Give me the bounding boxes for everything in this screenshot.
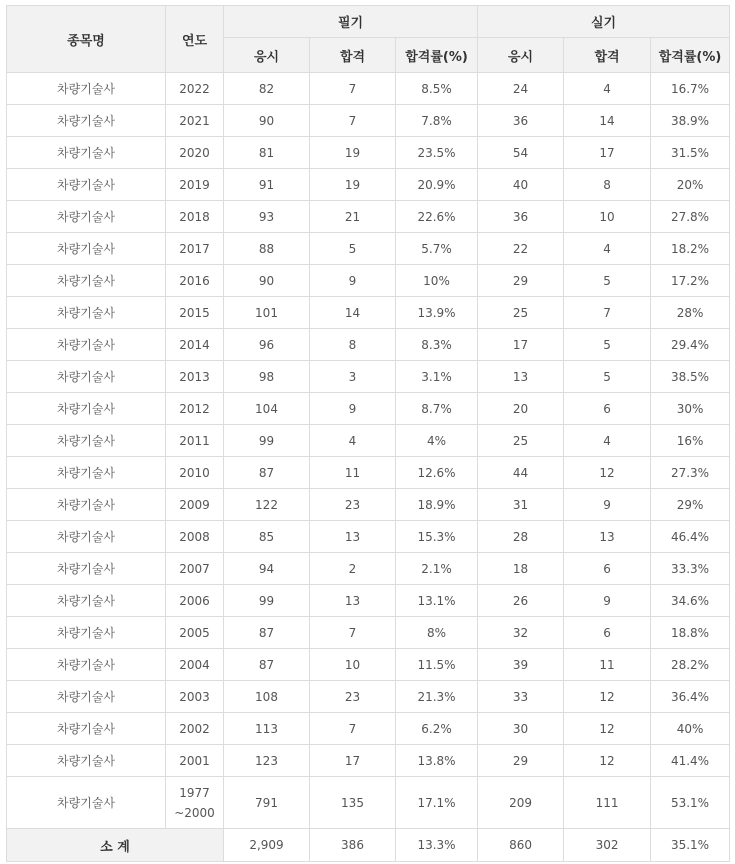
cell-practical-passed: 12 (564, 745, 651, 777)
cell-year: 2011 (166, 425, 224, 457)
cell-written-passed: 3 (310, 361, 396, 393)
cell-practical-applicants: 25 (478, 297, 564, 329)
cell-year: 2003 (166, 681, 224, 713)
cell-practical-rate: 20% (651, 169, 730, 201)
cell-written-applicants: 99 (224, 585, 310, 617)
cell-practical-applicants: 17 (478, 329, 564, 361)
cell-practical-passed: 9 (564, 489, 651, 521)
cell-year: 2014 (166, 329, 224, 361)
total-written-rate: 13.3% (396, 829, 478, 862)
header-practical: 실기 (478, 6, 730, 38)
cell-practical-rate: 18.2% (651, 233, 730, 265)
cell-name: 차량기술사 (7, 361, 166, 393)
cell-practical-applicants: 29 (478, 265, 564, 297)
cell-practical-applicants: 26 (478, 585, 564, 617)
cell-written-applicants: 96 (224, 329, 310, 361)
cell-name: 차량기술사 (7, 233, 166, 265)
cell-written-applicants: 90 (224, 265, 310, 297)
cell-practical-applicants: 32 (478, 617, 564, 649)
table-row (7, 553, 730, 585)
table-row (7, 457, 730, 489)
cell-year: 2002 (166, 713, 224, 745)
cell-written-passed: 23 (310, 489, 396, 521)
cell-practical-applicants: 22 (478, 233, 564, 265)
cell-written-passed: 10 (310, 649, 396, 681)
cell-practical-applicants: 31 (478, 489, 564, 521)
cell-written-passed: 11 (310, 457, 396, 489)
table-row (7, 489, 730, 521)
cell-written-passed: 14 (310, 297, 396, 329)
table-row (7, 137, 730, 169)
cell-practical-applicants: 13 (478, 361, 564, 393)
header-practical-rate: 합격률(%) (651, 38, 730, 73)
cell-written-passed: 7 (310, 617, 396, 649)
cell-practical-rate: 38.5% (651, 361, 730, 393)
cell-written-applicants: 88 (224, 233, 310, 265)
total-row (7, 829, 730, 862)
cell-year: 2017 (166, 233, 224, 265)
cell-written-rate: 15.3% (396, 521, 478, 553)
cell-written-applicants: 123 (224, 745, 310, 777)
cell-practical-rate: 28.2% (651, 649, 730, 681)
cell-written-passed: 9 (310, 265, 396, 297)
table-row (7, 169, 730, 201)
cell-written-applicants: 91 (224, 169, 310, 201)
cell-practical-passed: 5 (564, 329, 651, 361)
cell-practical-passed: 4 (564, 233, 651, 265)
cell-name: 차량기술사 (7, 105, 166, 137)
total-practical-applicants: 860 (478, 829, 564, 862)
cell-name: 차량기술사 (7, 169, 166, 201)
table-row (7, 425, 730, 457)
cell-practical-applicants: 33 (478, 681, 564, 713)
cell-practical-applicants: 25 (478, 425, 564, 457)
cell-year: 2010 (166, 457, 224, 489)
cell-written-applicants: 99 (224, 425, 310, 457)
table-row (7, 105, 730, 137)
cell-name: 차량기술사 (7, 777, 166, 829)
table-row (7, 361, 730, 393)
cell-name: 차량기술사 (7, 297, 166, 329)
cell-year: 2006 (166, 585, 224, 617)
cell-year: 2013 (166, 361, 224, 393)
cell-written-passed: 23 (310, 681, 396, 713)
cell-written-rate: 8.3% (396, 329, 478, 361)
cell-practical-passed: 17 (564, 137, 651, 169)
cell-practical-passed: 11 (564, 649, 651, 681)
cell-written-rate: 6.2% (396, 713, 478, 745)
cell-practical-passed: 6 (564, 617, 651, 649)
total-practical-rate: 35.1% (651, 829, 730, 862)
cell-written-applicants: 113 (224, 713, 310, 745)
cell-year: 2001 (166, 745, 224, 777)
table-row (7, 617, 730, 649)
cell-year: 2021 (166, 105, 224, 137)
cell-written-rate: 8% (396, 617, 478, 649)
cell-year: 2004 (166, 649, 224, 681)
cell-written-rate: 22.6% (396, 201, 478, 233)
cell-practical-rate: 46.4% (651, 521, 730, 553)
cell-written-applicants: 82 (224, 73, 310, 105)
table-row (7, 329, 730, 361)
cell-practical-passed: 6 (564, 553, 651, 585)
header-name: 종목명 (7, 6, 166, 73)
table-row (7, 265, 730, 297)
cell-written-rate: 18.9% (396, 489, 478, 521)
cell-written-passed: 135 (310, 777, 396, 829)
cell-written-passed: 5 (310, 233, 396, 265)
header-written-passed: 합격 (310, 38, 396, 73)
cell-practical-rate: 16.7% (651, 73, 730, 105)
cell-year: 2007 (166, 553, 224, 585)
cell-written-applicants: 85 (224, 521, 310, 553)
cell-name: 차량기술사 (7, 585, 166, 617)
exam-stats-table (6, 5, 730, 862)
cell-year: 2018 (166, 201, 224, 233)
cell-written-applicants: 791 (224, 777, 310, 829)
cell-written-rate: 13.8% (396, 745, 478, 777)
cell-written-passed: 7 (310, 105, 396, 137)
cell-written-applicants: 87 (224, 457, 310, 489)
cell-year: 2009 (166, 489, 224, 521)
table-footer (7, 829, 730, 862)
cell-name: 차량기술사 (7, 201, 166, 233)
cell-written-rate: 13.9% (396, 297, 478, 329)
cell-year: 2012 (166, 393, 224, 425)
table-header (7, 6, 730, 73)
cell-practical-passed: 6 (564, 393, 651, 425)
cell-written-rate: 21.3% (396, 681, 478, 713)
cell-name: 차량기술사 (7, 649, 166, 681)
cell-practical-rate: 31.5% (651, 137, 730, 169)
cell-year: 2008 (166, 521, 224, 553)
cell-practical-rate: 33.3% (651, 553, 730, 585)
cell-practical-passed: 4 (564, 73, 651, 105)
table-row (7, 649, 730, 681)
cell-written-applicants: 101 (224, 297, 310, 329)
cell-written-rate: 5.7% (396, 233, 478, 265)
cell-written-applicants: 108 (224, 681, 310, 713)
cell-name: 차량기술사 (7, 713, 166, 745)
cell-name: 차량기술사 (7, 425, 166, 457)
cell-written-passed: 19 (310, 169, 396, 201)
header-written-applicants: 응시 (224, 38, 310, 73)
cell-practical-rate: 29.4% (651, 329, 730, 361)
cell-practical-rate: 27.3% (651, 457, 730, 489)
cell-year: 2015 (166, 297, 224, 329)
cell-name: 차량기술사 (7, 553, 166, 585)
cell-practical-applicants: 36 (478, 105, 564, 137)
table-row (7, 297, 730, 329)
header-written: 필기 (224, 6, 478, 38)
cell-year-line2: ~2000 (174, 805, 215, 820)
cell-practical-applicants: 18 (478, 553, 564, 585)
cell-written-applicants: 93 (224, 201, 310, 233)
cell-year: 2022 (166, 73, 224, 105)
cell-practical-applicants: 54 (478, 137, 564, 169)
cell-practical-rate: 30% (651, 393, 730, 425)
cell-written-applicants: 90 (224, 105, 310, 137)
cell-practical-rate: 34.6% (651, 585, 730, 617)
table-row (7, 713, 730, 745)
cell-practical-applicants: 209 (478, 777, 564, 829)
cell-practical-applicants: 36 (478, 201, 564, 233)
cell-year: 2019 (166, 169, 224, 201)
cell-written-passed: 17 (310, 745, 396, 777)
cell-written-passed: 9 (310, 393, 396, 425)
cell-practical-rate: 16% (651, 425, 730, 457)
table-body (7, 73, 730, 829)
cell-name: 차량기술사 (7, 265, 166, 297)
cell-name: 차량기술사 (7, 617, 166, 649)
table-row (7, 681, 730, 713)
cell-practical-passed: 8 (564, 169, 651, 201)
cell-written-passed: 13 (310, 521, 396, 553)
cell-written-passed: 4 (310, 425, 396, 457)
cell-practical-rate: 40% (651, 713, 730, 745)
cell-name: 차량기술사 (7, 393, 166, 425)
table-row (7, 201, 730, 233)
table-row (7, 233, 730, 265)
cell-year: 2016 (166, 265, 224, 297)
cell-written-rate: 17.1% (396, 777, 478, 829)
cell-practical-passed: 14 (564, 105, 651, 137)
table-row (7, 585, 730, 617)
table-row (7, 73, 730, 105)
cell-practical-applicants: 39 (478, 649, 564, 681)
cell-written-applicants: 104 (224, 393, 310, 425)
cell-practical-passed: 12 (564, 681, 651, 713)
cell-practical-applicants: 30 (478, 713, 564, 745)
cell-practical-rate: 28% (651, 297, 730, 329)
cell-practical-passed: 12 (564, 457, 651, 489)
cell-practical-passed: 10 (564, 201, 651, 233)
cell-written-applicants: 87 (224, 649, 310, 681)
header-year: 연도 (166, 6, 224, 73)
cell-name: 차량기술사 (7, 745, 166, 777)
header-written-rate: 합격률(%) (396, 38, 478, 73)
cell-name: 차량기술사 (7, 73, 166, 105)
cell-practical-passed: 111 (564, 777, 651, 829)
table-row (7, 745, 730, 777)
header-practical-passed: 합격 (564, 38, 651, 73)
cell-written-applicants: 81 (224, 137, 310, 169)
cell-written-rate: 23.5% (396, 137, 478, 169)
cell-year-line1: 1977 (179, 785, 210, 800)
cell-written-applicants: 87 (224, 617, 310, 649)
total-label: 소 계 (7, 829, 224, 862)
cell-practical-rate: 36.4% (651, 681, 730, 713)
cell-written-rate: 3.1% (396, 361, 478, 393)
cell-written-rate: 7.8% (396, 105, 478, 137)
table-row (7, 521, 730, 553)
cell-practical-applicants: 29 (478, 745, 564, 777)
cell-practical-applicants: 28 (478, 521, 564, 553)
cell-practical-applicants: 20 (478, 393, 564, 425)
cell-practical-rate: 17.2% (651, 265, 730, 297)
cell-practical-passed: 13 (564, 521, 651, 553)
cell-written-passed: 7 (310, 73, 396, 105)
cell-written-passed: 21 (310, 201, 396, 233)
header-practical-applicants: 응시 (478, 38, 564, 73)
cell-practical-applicants: 40 (478, 169, 564, 201)
cell-written-rate: 4% (396, 425, 478, 457)
cell-written-rate: 8.5% (396, 73, 478, 105)
cell-written-passed: 8 (310, 329, 396, 361)
cell-written-applicants: 94 (224, 553, 310, 585)
cell-practical-passed: 12 (564, 713, 651, 745)
cell-name: 차량기술사 (7, 489, 166, 521)
cell-name: 차량기술사 (7, 457, 166, 489)
total-written-applicants: 2,909 (224, 829, 310, 862)
cell-written-rate: 2.1% (396, 553, 478, 585)
cell-practical-rate: 41.4% (651, 745, 730, 777)
cell-name: 차량기술사 (7, 521, 166, 553)
cell-practical-rate: 18.8% (651, 617, 730, 649)
cell-practical-rate: 53.1% (651, 777, 730, 829)
cell-name: 차량기술사 (7, 137, 166, 169)
cell-name: 차량기술사 (7, 681, 166, 713)
total-practical-passed: 302 (564, 829, 651, 862)
cell-written-passed: 13 (310, 585, 396, 617)
cell-year (166, 777, 224, 829)
cell-practical-applicants: 24 (478, 73, 564, 105)
table-row (7, 393, 730, 425)
cell-written-passed: 2 (310, 553, 396, 585)
total-written-passed: 386 (310, 829, 396, 862)
cell-written-rate: 20.9% (396, 169, 478, 201)
cell-practical-rate: 29% (651, 489, 730, 521)
cell-practical-applicants: 44 (478, 457, 564, 489)
cell-written-rate: 13.1% (396, 585, 478, 617)
cell-written-rate: 8.7% (396, 393, 478, 425)
cell-practical-passed: 7 (564, 297, 651, 329)
cell-year: 2020 (166, 137, 224, 169)
cell-written-rate: 10% (396, 265, 478, 297)
cell-practical-passed: 4 (564, 425, 651, 457)
cell-practical-rate: 27.8% (651, 201, 730, 233)
cell-practical-passed: 5 (564, 265, 651, 297)
cell-practical-passed: 5 (564, 361, 651, 393)
cell-written-passed: 7 (310, 713, 396, 745)
cell-practical-passed: 9 (564, 585, 651, 617)
cell-written-applicants: 122 (224, 489, 310, 521)
table-row-range (7, 777, 730, 829)
cell-name: 차량기술사 (7, 329, 166, 361)
cell-year: 2005 (166, 617, 224, 649)
cell-written-rate: 12.6% (396, 457, 478, 489)
cell-practical-rate: 38.9% (651, 105, 730, 137)
cell-written-applicants: 98 (224, 361, 310, 393)
cell-written-passed: 19 (310, 137, 396, 169)
cell-written-rate: 11.5% (396, 649, 478, 681)
